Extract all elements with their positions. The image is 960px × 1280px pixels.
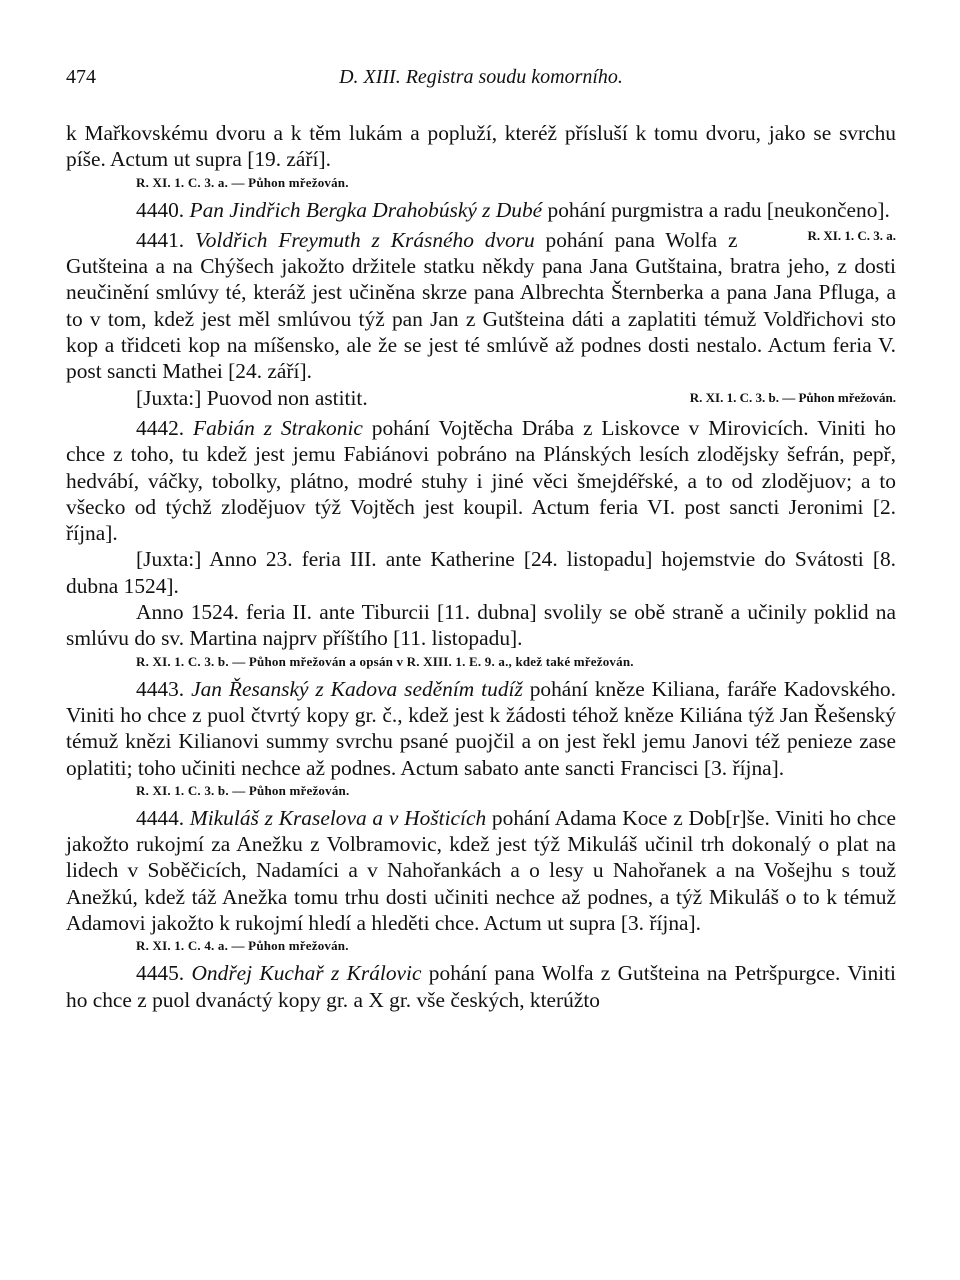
entry-source: R. XI. 1. C. 3. b. — Půhon mřežován a opsán v R. XIII. 1. E. 9. a., kdež také mřežován. <box>136 653 634 669</box>
entry-4444 <box>66 805 896 936</box>
entry-person: Voldřich Freymuth z Krásného dvoru <box>195 227 535 252</box>
entry-continuation-text: k Mařkovskému dvoru a k těm lukám a popluží, kteréž přísluší k tomu dvoru, jako se svrchu píše. Actum ut supra [19. září]. <box>66 121 896 172</box>
entry-text: pohání kněze Kiliana, faráře Kadovského. Viniti ho chce z puol čtvrtý kopy gr. č., kdež jest k žádosti téhož kněze Kiliána týž Jan Řešenský témuž knězi Kilianovi summy svrchu psané puojčil a on jest řekl jemu Janovi též penieze zase oplatiti; toho učiniti nechce až podnes. Actum sabato ante sancti Francisci [3. října]. <box>66 676 896 780</box>
page-number: 474 <box>66 66 96 88</box>
entry-juxta: [Juxta:] Puovod non astitit. <box>136 385 368 410</box>
entry-person: Pan Jindřich Bergka Drahobúský z Dubé <box>189 197 543 222</box>
page-header <box>66 66 896 96</box>
entry-text: pohání pana Wolfa z Gutšteina a na Chýšech jakožto držitele statku někdy pana Jana Gutštaina, bratra jeho, z dosti neučinění smlúvy té, kteráž jest učiněna skrze pana Albrechta Šternberka a pana Jana Pfluga, a to v tom, kdež jest měl smlúvou týž pan Jan z Gutšteina dáti a zaplatiti témuž Voldřichovi sto kop a třidceti kop na míšensko, ale že se jest té smlúvě až podnes dosti nestalo. Actum feria V. post sancti Mathei [24. září]. <box>66 227 896 384</box>
entry-source: R. XI. 1. C. 3. a. <box>807 227 896 243</box>
page-body <box>66 120 896 1013</box>
entry-source: R. XI. 1. C. 3. b. — Půhon mřežován. <box>136 782 350 798</box>
entry-continuation-source: R. XI. 1. C. 3. a. — Půhon mřežován. <box>136 174 349 190</box>
entry-4441 <box>66 227 896 385</box>
entry-number: 4440. <box>136 197 185 222</box>
entry-text: pohání pana Wolfa z Gutšteina na Petršpurgce. Viniti ho chce z puol dvanáctý kopy gr. a X gr. vše českých, kterúžto <box>66 961 896 1012</box>
entry-text: pohání purgmistra a radu [neukončeno]. <box>542 197 890 222</box>
entry-number: 4443. <box>136 676 185 701</box>
entry-person: Jan Řesanský z Kadova seděním tudíž <box>191 676 523 701</box>
entry-source: R. XI. 1. C. 4. a. — Půhon mřežován. <box>136 938 349 954</box>
entry-4443 <box>66 676 896 781</box>
running-title: D. XIII. Registra soudu komorního. <box>339 66 623 88</box>
entry-number: 4441. <box>136 227 185 252</box>
entry-4445 <box>66 960 896 1013</box>
entry-4442 <box>66 415 896 546</box>
entry-person: Mikuláš z Kraselova a v Hošticích <box>189 805 487 830</box>
entry-person: Fabián z Strakonic <box>193 415 363 440</box>
entry-text: pohání Adama Koce z Dob[r]še. Viniti ho chce jakožto rukojmí za Anežku z Volbramovic, kdež jest týž Mikuláš učinil trh dokonalý o plat na lidech v Soběčicích, Nadamíci a v Nahořankách a o lesy u Nahořanek a na Vošejhu s touž Anežkú, kdež táž Anežka tomu trhu dosti učiniti nechce až podnes, a týž Mikuláš o to k témuž Adamovi jakožto k rukojmí hledí a hleděti chce. Actum ut supra [3. října]. <box>66 805 896 936</box>
entry-juxta: [Juxta:] Anno 23. feria III. ante Katherine [24. listopadu] hojemstvie do Svátosti [8. dubna 1524]. <box>66 547 896 598</box>
entry-number: 4444. <box>136 805 185 830</box>
entry-extra: Anno 1524. feria II. ante Tiburcii [11. dubna] svolily se obě straně a učinily poklid na smlúvu do sv. Martina najprv příštího [11. listopadu]. <box>66 600 896 651</box>
entry-source: R. XI. 1. C. 3. b. — Půhon mřežován. <box>689 389 896 405</box>
entry-text: pohání Vojtěcha Drába z Liskovce v Mirovicích. Viniti ho chce z toho, tu kdež jest jemu Fabiánovi pobráno na Plánských lesích zlodějsky šefrán, pepř, hedvábí, váčky, tobolky, plátno, modré stuhy i jiné věci šmejdéřské, a to od zlodějuov; a to všecko od týchž zlodějuov týž Vojtěch jest koupil. Actum feria VI. post sancti Jeronimi [2. října]. <box>66 415 896 546</box>
entry-person: Ondřej Kuchař z Královic <box>191 961 422 986</box>
entry-number: 4445. <box>136 961 185 986</box>
entry-number: 4442. <box>136 415 185 440</box>
entry-4441-juxta <box>66 385 896 411</box>
